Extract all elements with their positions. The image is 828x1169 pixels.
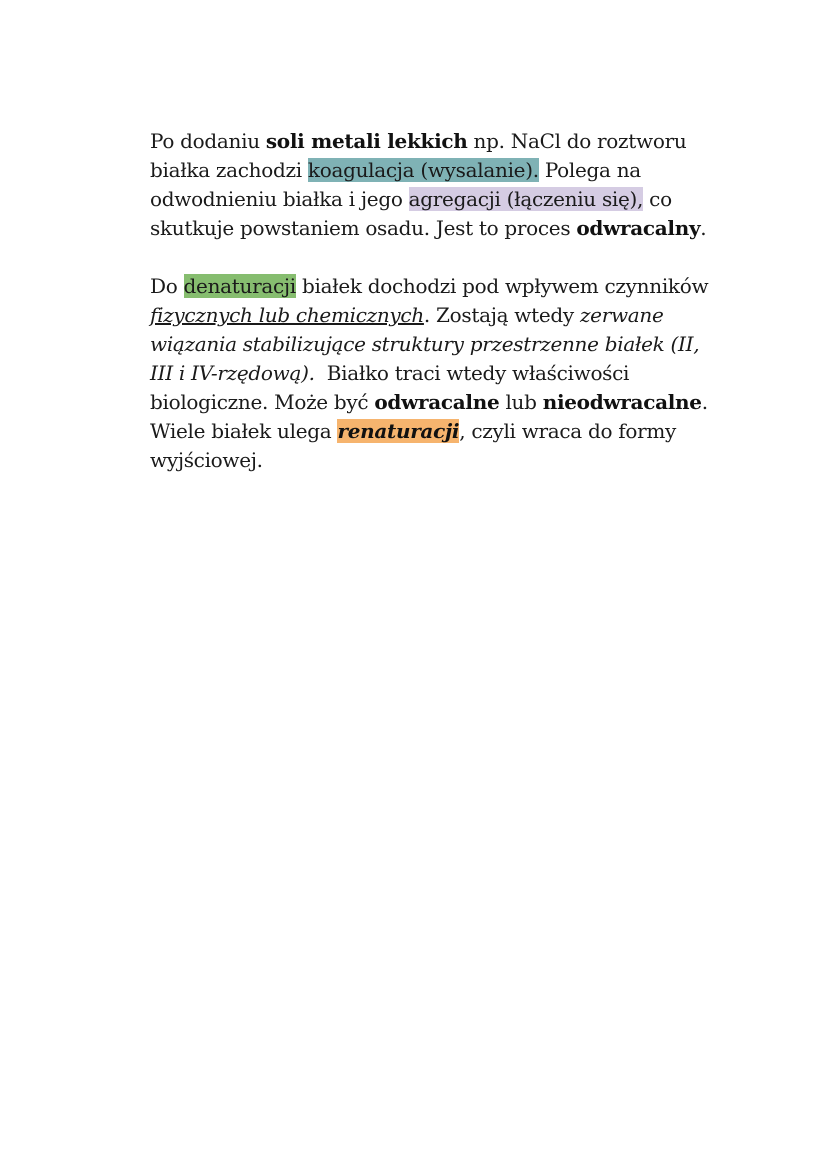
text-line — [150, 185, 750, 214]
document-body — [150, 127, 750, 475]
highlighted-term-denaturation: denaturacji — [183, 274, 296, 298]
italic-text-run: wiązania stabilizujące struktury przestrzenne białek (II, — [150, 332, 700, 356]
text-line — [150, 214, 750, 243]
text-line — [150, 417, 750, 446]
bold-term-reversible: odwracalny — [576, 216, 701, 240]
text-run: Po dodaniu — [150, 129, 266, 153]
text-line — [150, 388, 750, 417]
text-run: , czyli wraca do formy — [459, 419, 677, 443]
paragraph-denaturation — [150, 272, 750, 475]
text-line — [150, 359, 750, 388]
italic-text-run: III i IV-rzędową). — [150, 361, 315, 385]
text-run: skutkuje powstaniem osadu. Jest to proces — [150, 216, 577, 240]
bold-term-reversible: odwracalne — [374, 390, 500, 414]
underlined-italic-term-factors: fizycznych lub chemicznych — [150, 303, 424, 327]
text-run: lub — [499, 390, 543, 414]
text-line — [150, 301, 750, 330]
text-run: odwodnieniu białka i jego — [150, 187, 409, 211]
highlighted-term-renaturation: renaturacji — [337, 419, 460, 443]
text-line — [150, 446, 750, 475]
paragraph-salting-out — [150, 127, 750, 243]
text-line — [150, 127, 750, 156]
bold-term-light-metal-salts: soli metali lekkich — [265, 129, 468, 153]
text-run: . — [701, 390, 708, 414]
text-run: biologiczne. Może być — [150, 390, 375, 414]
highlighted-term-coagulation: koagulacja (wysalanie). — [307, 158, 539, 182]
text-run: Polega na — [538, 158, 641, 182]
text-run: Do — [150, 274, 184, 298]
highlighted-term-aggregation: agregacji (łączeniu się), — [408, 187, 644, 211]
text-line — [150, 272, 750, 301]
bold-term-irreversible: nieodwracalne — [542, 390, 702, 414]
text-run: np. NaCl do roztworu — [467, 129, 687, 153]
text-line — [150, 156, 750, 185]
text-line — [150, 330, 750, 359]
text-run: . Zostają wtedy — [423, 303, 580, 327]
text-run: białka zachodzi — [150, 158, 308, 182]
text-run: co — [643, 187, 672, 211]
text-run: wyjściowej. — [150, 448, 263, 472]
text-run: Białko traci wtedy właściwości — [314, 361, 630, 385]
text-run: Wiele białek ulega — [150, 419, 338, 443]
italic-text-run: zerwane — [579, 303, 664, 327]
text-run: białek dochodzi pod wpływem czynników — [295, 274, 709, 298]
text-run: . — [700, 216, 707, 240]
